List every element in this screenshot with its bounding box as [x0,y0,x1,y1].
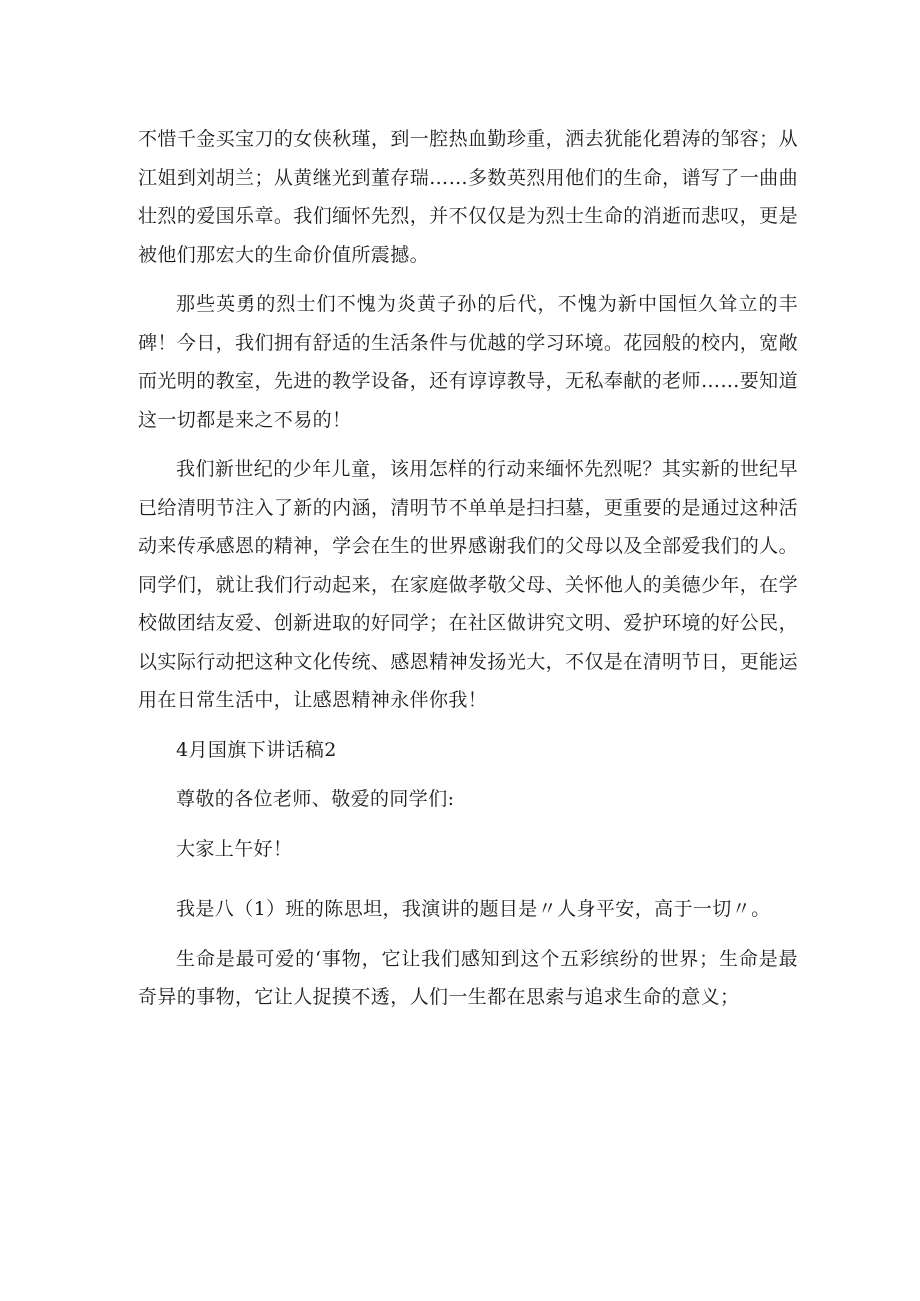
paragraph-life: 生命是最可爱的‘事物，它让我们感知到这个五彩缤纷的世界；生命是最奇异的事物，它让人捉摸不透，人们一生都在思索与追求生命的意义； [138,947,798,1008]
document-body [138,120,798,1017]
greeting: 大家上午好！ [176,837,293,860]
speech-intro: 我是八（1）班的陈思坦，我演讲的题目是〃人身平安，高于一切〃。 [176,898,771,920]
paragraph-monument: 那些英勇的烈士们不愧为炎黄子孙的后代，不愧为新中国恒久耸立的丰碑！今日，我们拥有舒适的生活条件与优越的学习环境。花园般的校内，宽敞而光明的教室，先进的教学设备，还有谆谆教导，无私奉献的老师……要知道这一切都是来之不易的！ [138,293,798,431]
section-title: 4月国旗下讲话稿2 [176,738,337,761]
salutation: 尊敬的各位老师、敬爱的同学们: [176,788,455,810]
paragraph-new-century: 我们新世纪的少年儿童，该用怎样的行动来缅怀先烈呢？其实新的世纪早已给清明节注入了新的内涵，清明节不单单是扫扫墓，更重要的是通过这种活动来传承感恩的精神，学会在生的世界感谢我们的父母以及全部爱我们的人。同学们，就让我们行动起来，在家庭做孝敬父母、关怀他人的美德少年，在学校做团结友爱、创新进取的好同学；在社区做讲究文明、爱护环境的好公民，以实际行动把这种文化传统、感恩精神发扬光大，不仅是在清明节日，更能运用在日常生活中，让感恩精神永伴你我！ [138,458,798,711]
paragraph-martyrs: 不惜千金买宝刀的女侠秋瑾，到一腔热血勤珍重，洒去犹能化碧涛的邹容；从江姐到刘胡兰；从黄继光到董存瑞……多数英烈用他们的生命，谱写了一曲曲壮烈的爱国乐章。我们缅怀先烈，并不仅仅是为烈士生命的消逝而悲叹，更是被他们那宏大的生命价值所震撼。 [138,128,798,266]
